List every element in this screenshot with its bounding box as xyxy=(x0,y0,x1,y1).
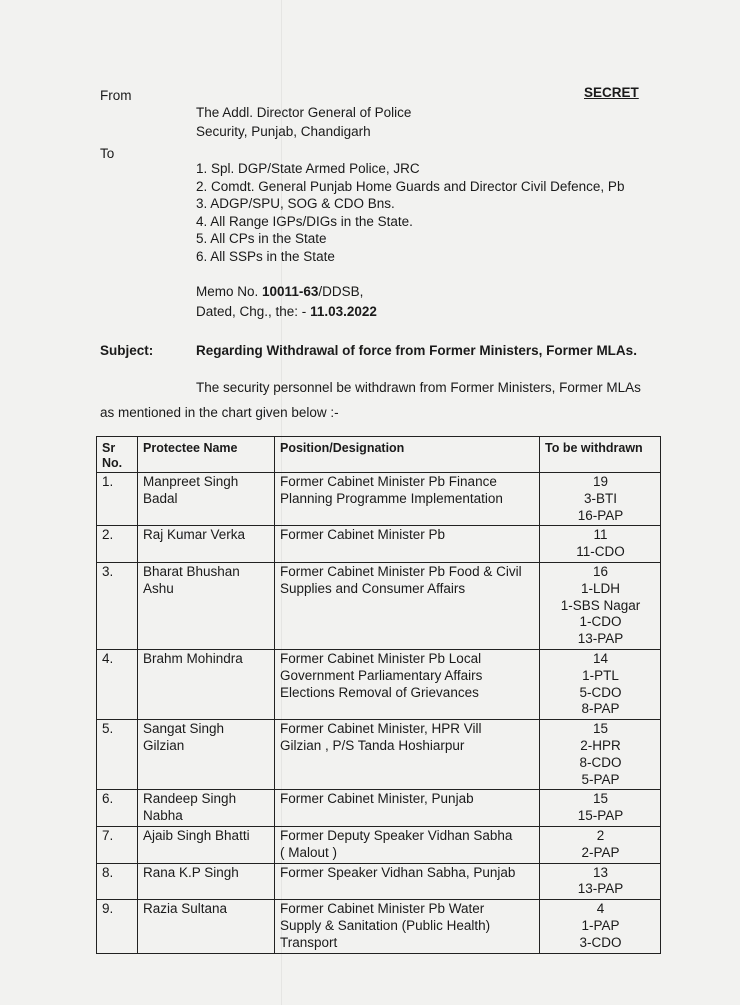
cell-position: Former Cabinet Minister Pb Water Supply & Sanitation (Public Health) Transport xyxy=(275,900,540,953)
body-line-2: as mentioned in the chart given below :- xyxy=(100,405,339,420)
table-row xyxy=(97,649,661,719)
recipient-item: 2. Comdt. General Punjab Home Guards and Director Civil Defence, Pb xyxy=(196,178,625,194)
cell-to-be-withdrawn: 4 1-PAP 3-CDO xyxy=(540,900,661,953)
cell-sr-no: 6. xyxy=(97,790,138,827)
subject-text: Regarding Withdrawal of force from Former Ministers, Former MLAs. xyxy=(196,343,637,358)
header-position: Position/Designation xyxy=(275,437,540,473)
cell-sr-no: 7. xyxy=(97,826,138,863)
cell-protectee-name: Sangat Singh Gilzian xyxy=(138,720,275,790)
cell-protectee-name: Manpreet Singh Badal xyxy=(138,473,275,526)
memo-number: 10011-63 xyxy=(262,284,319,299)
cell-sr-no: 4. xyxy=(97,649,138,719)
cell-protectee-name: Rana K.P Singh xyxy=(138,863,275,900)
recipient-item: 4. All Range IGPs/DIGs in the State. xyxy=(196,213,413,229)
header-sr-no: Sr No. xyxy=(97,437,138,473)
cell-position: Former Deputy Speaker Vidhan Sabha ( Malout ) xyxy=(275,826,540,863)
cell-to-be-withdrawn: 14 1-PTL 5-CDO 8-PAP xyxy=(540,649,661,719)
table-row xyxy=(97,720,661,790)
cell-protectee-name: Raj Kumar Verka xyxy=(138,526,275,563)
sender-line-2: Security, Punjab, Chandigarh xyxy=(196,124,371,139)
withdrawal-chart xyxy=(96,436,661,954)
cell-sr-no: 5. xyxy=(97,720,138,790)
cell-position: Former Cabinet Minister, Punjab xyxy=(275,790,540,827)
recipient-item: 3. ADGP/SPU, SOG & CDO Bns. xyxy=(196,196,395,212)
recipient-item: 6. All SSPs in the State xyxy=(196,248,335,264)
table-row xyxy=(97,473,661,526)
to-label: To xyxy=(100,146,115,161)
cell-to-be-withdrawn: 15 2-HPR 8-CDO 5-PAP xyxy=(540,720,661,790)
cell-position: Former Cabinet Minister Pb Local Government Parliamentary Affairs Elections Removal of Grievances xyxy=(275,649,540,719)
cell-sr-no: 1. xyxy=(97,473,138,526)
recipient-item: 5. All CPs in the State xyxy=(196,231,327,247)
subject-label: Subject: xyxy=(100,343,154,358)
cell-sr-no: 3. xyxy=(97,562,138,649)
table-header-row xyxy=(97,437,661,473)
cell-to-be-withdrawn: 16 1-LDH 1-SBS Nagar 1-CDO 13-PAP xyxy=(540,562,661,649)
cell-to-be-withdrawn: 2 2-PAP xyxy=(540,826,661,863)
from-label: From xyxy=(100,88,132,103)
recipient-list xyxy=(196,160,624,266)
body-line-1: The security personnel be withdrawn from Former Ministers, Former MLAs xyxy=(196,380,641,395)
cell-position: Former Cabinet Minister, HPR Vill Gilzian , P/S Tanda Hoshiarpur xyxy=(275,720,540,790)
cell-to-be-withdrawn: 15 15-PAP xyxy=(540,790,661,827)
cell-protectee-name: Ajaib Singh Bhatti xyxy=(138,826,275,863)
cell-position: Former Cabinet Minister Pb Food & Civil Supplies and Consumer Affairs xyxy=(275,562,540,649)
header-protectee-name: Protectee Name xyxy=(138,437,275,473)
memo-date: 11.03.2022 xyxy=(310,304,377,319)
sender-line-1: The Addl. Director General of Police xyxy=(196,105,412,120)
cell-position: Former Speaker Vidhan Sabha, Punjab xyxy=(275,863,540,900)
table-row xyxy=(97,863,661,900)
cell-protectee-name: Bharat Bhushan Ashu xyxy=(138,562,275,649)
cell-to-be-withdrawn: 11 11-CDO xyxy=(540,526,661,563)
cell-protectee-name: Razia Sultana xyxy=(138,900,275,953)
cell-protectee-name: Randeep Singh Nabha xyxy=(138,790,275,827)
cell-position: Former Cabinet Minister Pb xyxy=(275,526,540,563)
secret-classification: SECRET xyxy=(584,85,639,100)
cell-protectee-name: Brahm Mohindra xyxy=(138,649,275,719)
dated-line: Dated, Chg., the: - 11.03.2022 xyxy=(196,304,377,319)
cell-sr-no: 8. xyxy=(97,863,138,900)
header-to-be-withdrawn: To be withdrawn xyxy=(540,437,661,473)
recipient-item: 1. Spl. DGP/State Armed Police, JRC xyxy=(196,161,420,176)
cell-sr-no: 9. xyxy=(97,900,138,953)
cell-to-be-withdrawn: 19 3-BTI 16-PAP xyxy=(540,473,661,526)
table-body xyxy=(97,473,661,954)
table-row xyxy=(97,526,661,563)
memo-number-line: Memo No. 10011-63/DDSB, xyxy=(196,284,364,299)
table-row xyxy=(97,900,661,953)
cell-to-be-withdrawn: 13 13-PAP xyxy=(540,863,661,900)
cell-position: Former Cabinet Minister Pb Finance Planning Programme Implementation xyxy=(275,473,540,526)
table-row xyxy=(97,790,661,827)
cell-sr-no: 2. xyxy=(97,526,138,563)
table-row xyxy=(97,826,661,863)
table-row xyxy=(97,562,661,649)
